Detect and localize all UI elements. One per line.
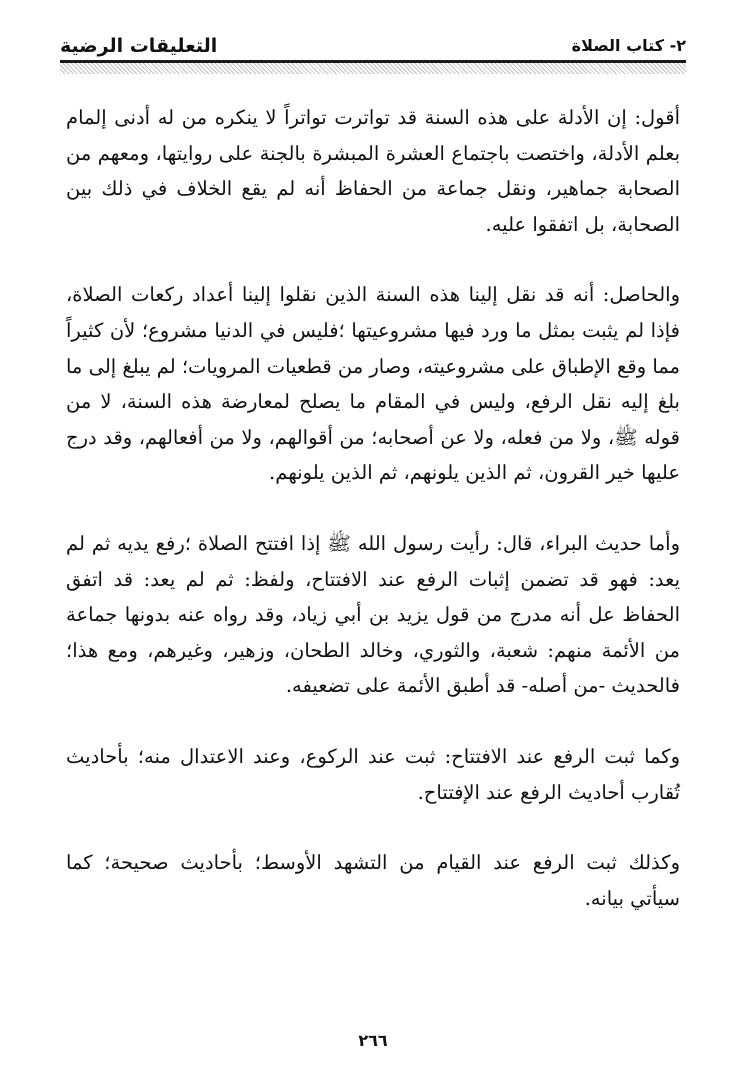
paragraph: وأما حديث البراء، قال: رأيت رسول الله ﷺ إذا افتتح الصلاة ؛رفع يديه ثم لم يعد: فهو قد تضمن إثبات الرفع عند الافتتاح، ولفظ: ثم لم يعد: قد اتفق الحفاظ عل أنه مدرج من قول يزيد بن أبي زياد، وقد رواه عنه بدونها جماعة من الأئمة منهم: شعبة، والثوري، وخالد الطحان، وزهير، وغيرهم، ومع هذا؛ فالحديث -من أصله- قد أطبق الأئمة على تضعيفه. xyxy=(66,531,680,698)
paragraph: وكذلك ثبت الرفع عند القيام من التشهد الأوسط؛ بأحاديث صحيحة؛ كما سيأتي بيانه. xyxy=(66,851,680,910)
body-text xyxy=(66,100,680,916)
header-book-title: التعليقات الرضية xyxy=(60,35,218,57)
header-chapter: ٢- كتاب الصلاة xyxy=(571,36,686,55)
running-header xyxy=(60,30,686,58)
paragraph: أقول: إن الأدلة على هذه السنة قد تواترت تواتراً لا ينكره من له أدنى إلمام بعلم الأدلة، واختصت باجتماع العشرة المبشرة بالجنة على روايتها، ومعهم من الصحابة جماهير، ونقل جماعة من الحفاظ أنه لم يقع الخلاف في ذلك بين الصحابة، بل اتفقوا عليه. xyxy=(66,106,680,236)
paragraph: وكما ثبت الرفع عند الافتتاح: ثبت عند الركوع، وعند الاعتدال منه؛ بأحاديث تُقارب أحاديث الرفع عند الإفتتاح. xyxy=(66,744,680,804)
paragraph: والحاصل: أنه قد نقل إلينا هذه السنة الذين نقلوا إلينا أعداد ركعات الصلاة، فإذا لم يثبت بمثل ما ورد فيها مشروعيتها ؛فليس في الدنيا مشروع؛ لأن كثيراً مما وقع الإطباق على مشروعيته، وصار من قطعيات المرويات؛ لم يبلغ إلى ما بلغ إليه نقل الرفع، وليس في المقام ما يصلح لمعارضة هذه السنة، لا من قوله ﷺ، ولا من فعله، ولا عن أصحابه؛ من أقوالهم، ولا من أفعالهم، وقد درج عليها خير القرون، ثم الذين يلونهم، ثم الذين يلونهم. xyxy=(65,283,680,485)
header-decorative-band xyxy=(60,63,686,74)
page-number: ٢٦٦ xyxy=(358,1031,388,1050)
